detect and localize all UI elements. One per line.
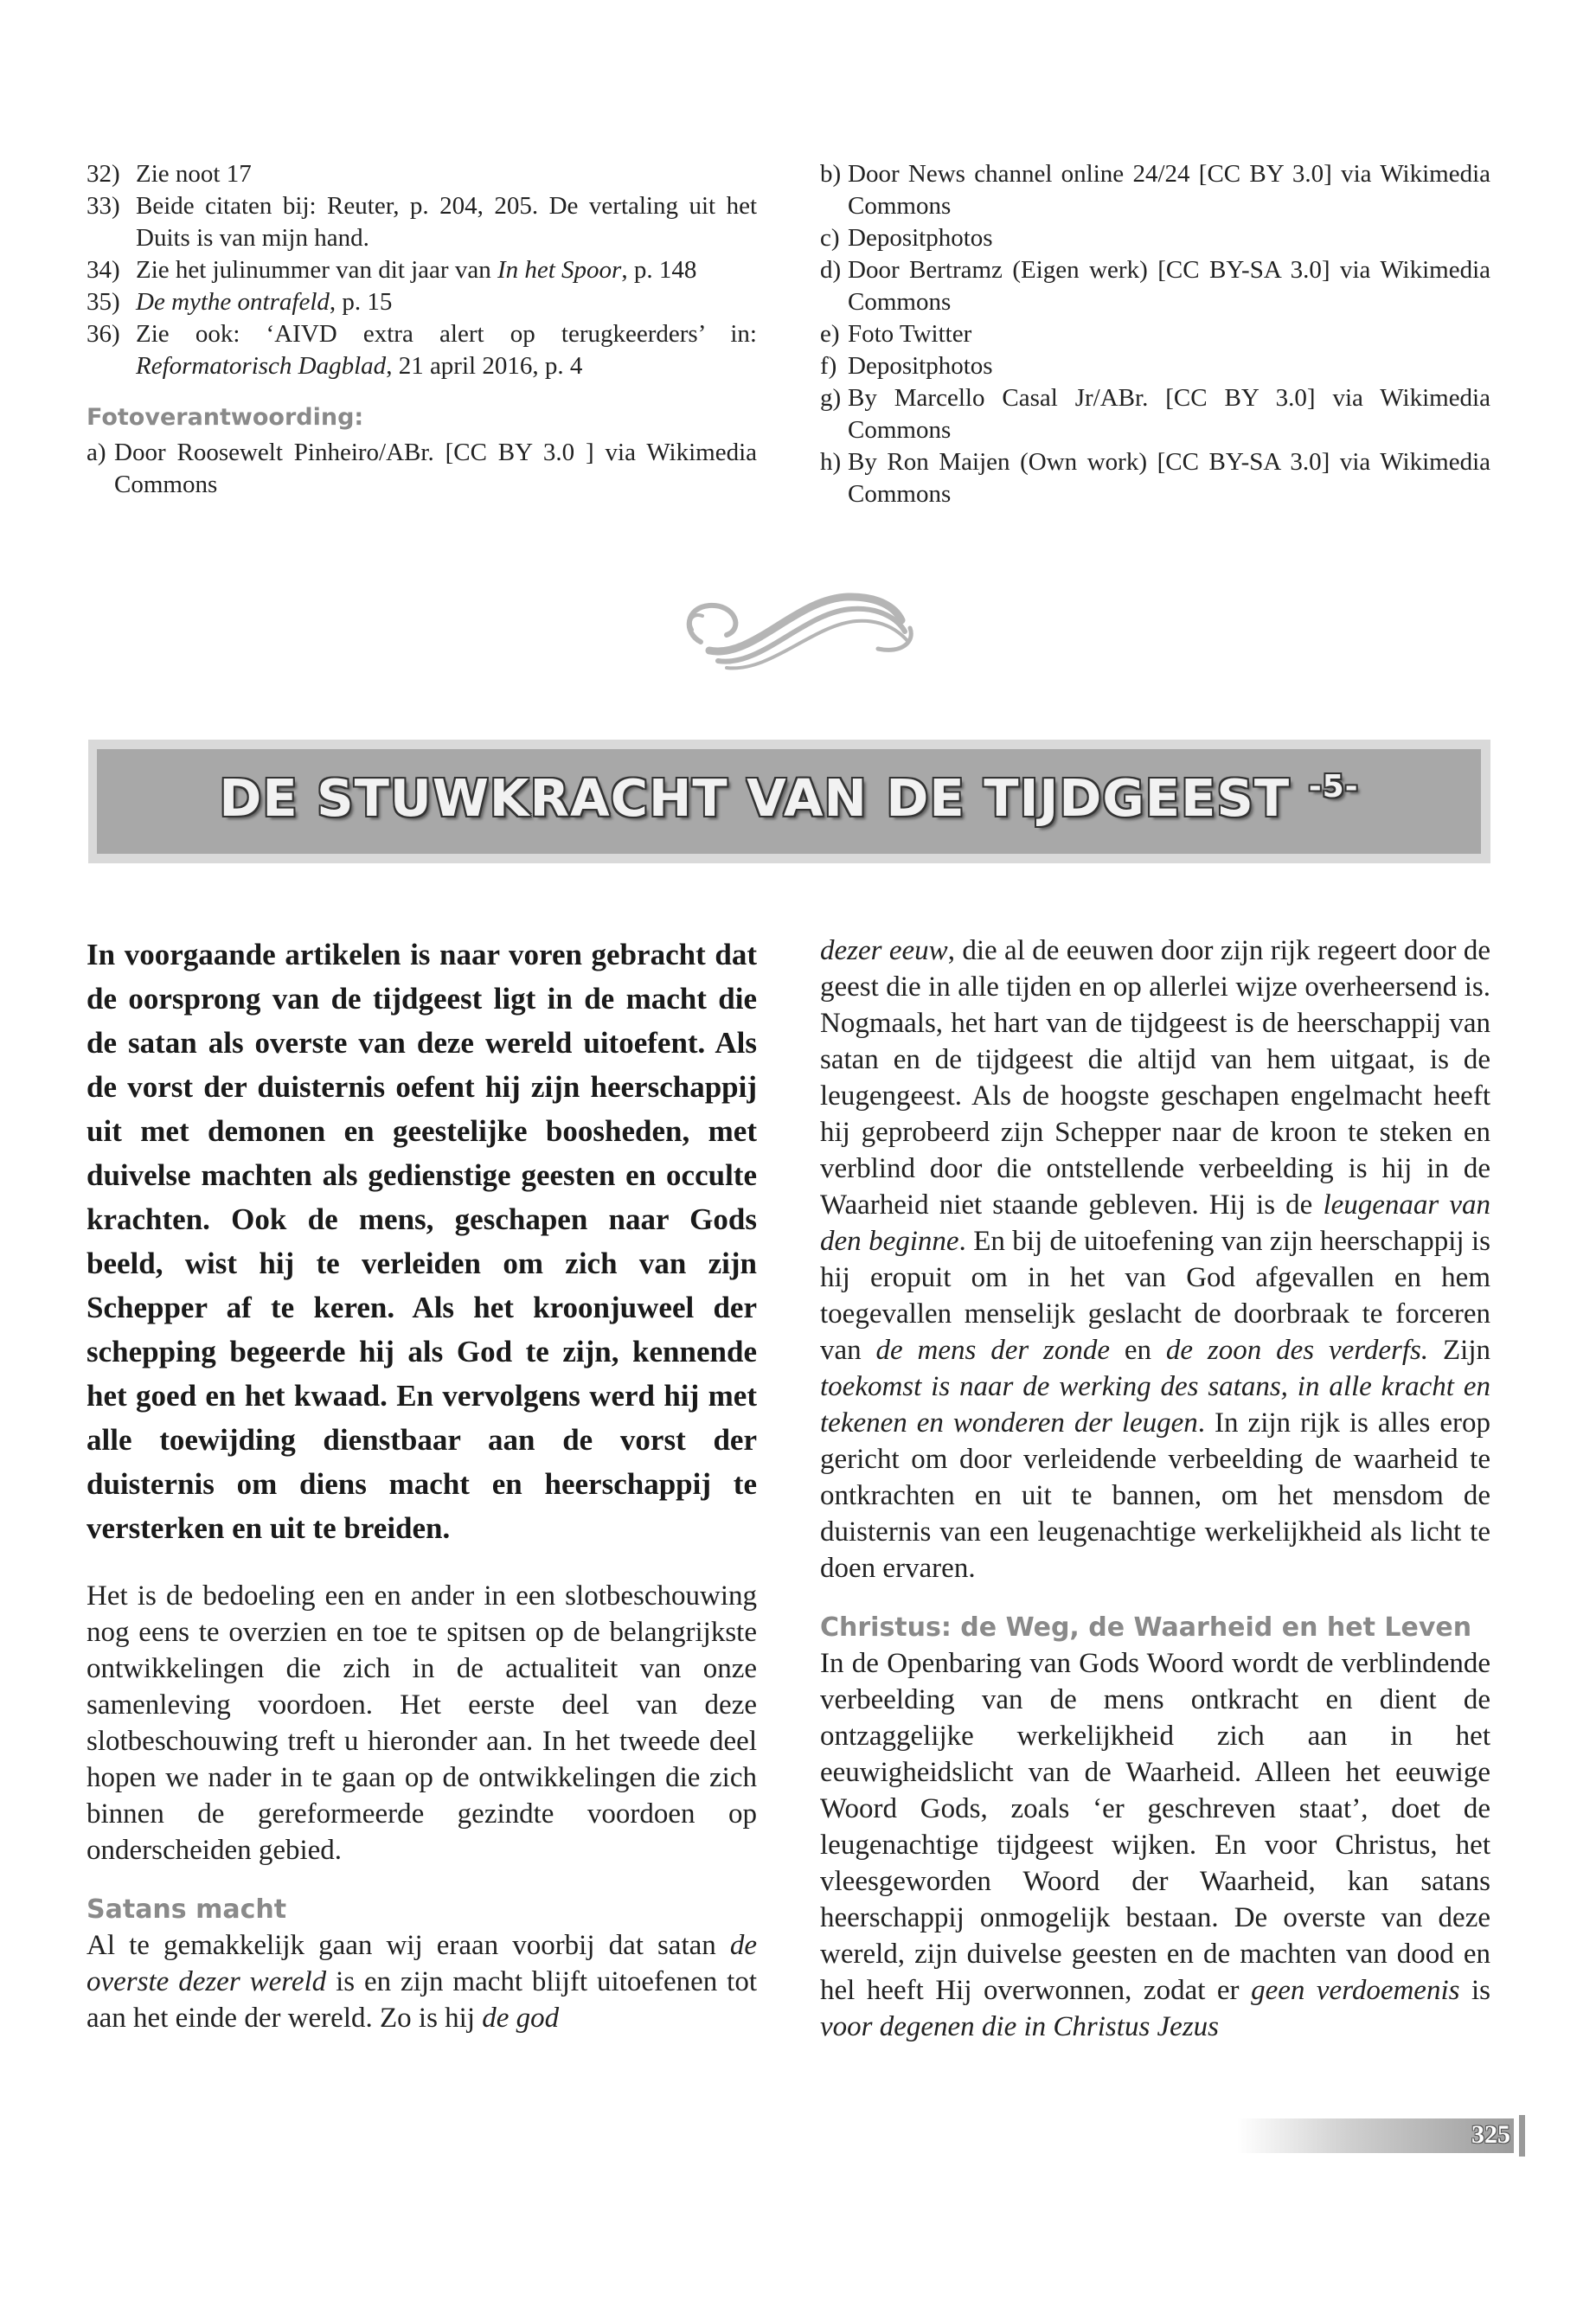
- article-title: DE STUWKRACHT VAN DE TIJDGEEST $^{-5-}$: [219, 768, 1359, 828]
- credit-item: f) Depositphotos: [820, 352, 993, 380]
- right-column: [820, 933, 1490, 2045]
- left-column: [87, 933, 757, 2036]
- credit-item: e) Foto Twitter: [820, 320, 972, 348]
- footnote-text: Beide citaten bij: Reuter, p. 204, 205. De vertaling uit het Duits is van mijn hand.: [136, 192, 757, 252]
- footnotes: [87, 158, 757, 501]
- footnote: [87, 190, 757, 254]
- article-part-number: -5-: [1308, 769, 1359, 804]
- intro-paragraph: Het is de bedoeling een en ander in een slotbeschouwing nog eens te overzien en toe te spitsen op de belangrijkste ontwikkelingen die zich in de actualiteit van onze samenleving voordoen. Het eerste deel van deze slotbeschouwing treft u hieronder aan. In het tweede deel hopen we nader in te gaan op de ontwikkelingen die zich binnen de gereformeerde gezindte voordoen op onderscheiden gebied.: [87, 1580, 757, 1866]
- footnote-number: 33): [87, 192, 120, 220]
- credit-item: b) Door News channel online 24/24 [CC BY 3.0] via Wikimedia Commons: [820, 160, 1490, 220]
- footnote: 36) Zie ook: ‘AIVD extra alert op terugkeerders’ in: Reformatorisch Dagblad, 21 april 2016, p. 4: [87, 320, 757, 380]
- body-paragraph: In de Openbaring van Gods Woord wordt de verblindende verbeelding van de mens ontkracht en dient de ontzaggelijke werkelijkheid zich aan in het eeuwigheidslicht van de Waarheid. Alleen het eeuwige Woord Gods, zoals ‘er geschreven staat’, doet de leugenachtige tijdgeest wijken. En voor Christus, het vleesgeworden Woord der Waarheid, kan satans heerschappij onmogelijk bestaan. De overste van deze wereld, zijn duivelse geesten en de machten van dood en hel heeft Hij overwonnen, zodat er geen verdoemenis is voor degenen die in Christus Jezus: [820, 1648, 1490, 2042]
- section-heading-christus: Christus: de Weg, de Waarheid en het Leven: [820, 1612, 1472, 1643]
- credit-item: g) By Marcello Casal Jr/ABr. [CC BY 3.0] via Wikimedia Commons: [820, 384, 1490, 444]
- footnote-number: 32): [87, 160, 120, 188]
- footnote-number: 34): [87, 256, 120, 284]
- credit-item: a) Door Roosewelt Pinheiro/ABr. [CC BY 3.0 ] via Wikimedia Commons: [87, 439, 757, 498]
- swirl-ornament-icon: [675, 581, 922, 675]
- photo-credits: [820, 158, 1490, 510]
- footnote: 35) De mythe ontrafeld, p. 15: [87, 286, 757, 318]
- footnote-text: Zie noot 17: [136, 160, 252, 188]
- body-paragraph: Al te gemakkelijk gaan wij eraan voorbij dat satan de overste dezer wereld is en zijn macht blijft uitoefenen tot aan het einde der wereld. Zo is hij de god: [87, 1930, 757, 2034]
- body-paragraph: dezer eeuw, die al de eeuwen door zijn rijk regeert door de geest die in alle tijden en op allerlei wijze overheersend is. Nogmaals, het hart van de tijdgeest is de heerschappij van satan en de tijdgeest die altijd van hem uitgaat, is de leugengeest. Als de hoogste geschapen engelmacht heeft hij geprobeerd zijn Schepper naar de kroon te steken en verblind door die ontstellende verbeelding is hij in de Waarheid niet staande gebleven. Hij is de leugenaar van den beginne. En bij de uitoefening van zijn heerschappij is hij eropuit om in het van God afgevallen en hem toegevallen menselijk geslacht de doorbraak te forceren van de mens der zonde en de zoon des verderfs. Zijn toekomst is naar de werking des satans, in alle kracht en tekenen en wonderen der leugen. In zijn rijk is alles erop gericht om door verleidende verbeelding de waarheid te ontkrachten en uit te bannen, om het mensdom de duisternis van een leugenachtige werkelijkheid als licht te doen ervaren.: [820, 935, 1491, 1584]
- page-number-bar: [1519, 2115, 1525, 2157]
- footnote-number: 35): [87, 288, 120, 316]
- page-number: 325: [1471, 2120, 1510, 2149]
- credit-item: h) By Ron Maijen (Own work) [CC BY-SA 3.0] via Wikimedia Commons: [820, 448, 1490, 508]
- footnote-number: 36): [87, 320, 120, 348]
- credit-item: c) Depositphotos: [820, 224, 993, 252]
- section-heading-satans-macht: Satans macht: [87, 1894, 287, 1925]
- footnote: 34) Zie het julinummer van dit jaar van In het Spoor, p. 148: [87, 254, 757, 286]
- credit-item: d) Door Bertramz (Eigen werk) [CC BY-SA 3.0] via Wikimedia Commons: [820, 256, 1490, 316]
- lead-paragraph: In voorgaande artikelen is naar voren gebracht dat de oorsprong van de tijdgeest ligt in de macht die de satan als overste van deze wereld uitoefent. Als de vorst der duisternis oefent hij zijn heerschappij uit met demonen en geestelijke boosheden, met duivelse machten als gedienstige geesten en occulte krachten. Ook de mens, geschapen naar Gods beeld, wist hij te verleiden om zich van zijn Schepper af te keren. Als het kroonjuweel der schepping begeerde hij als God te zijn, kennende het goed en het kwaad. En vervolgens werd hij met alle toewijding dienstbaar aan de vorst der duisternis om diens macht en heerschappij te versterken en uit te breiden.: [87, 938, 757, 1545]
- title-banner: [97, 749, 1481, 854]
- footnote: [87, 158, 757, 190]
- credits-heading: Fotoverantwoording:: [87, 404, 364, 431]
